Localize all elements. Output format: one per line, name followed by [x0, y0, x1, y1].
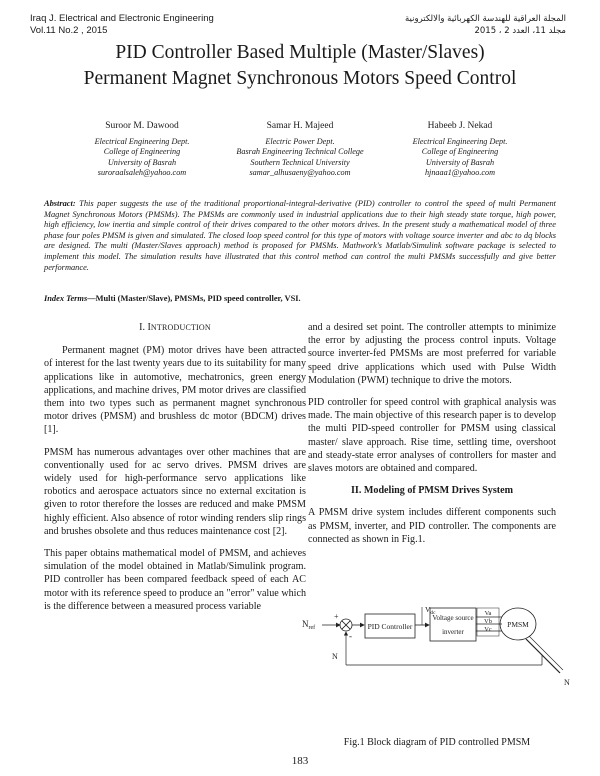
voltage-source-inverter-block [430, 608, 476, 641]
abstract-label: Abstract: [44, 199, 76, 208]
author-dept: Electrical Engineering Dept. [412, 136, 508, 146]
author-dept: Electric Power Dept. [265, 136, 335, 146]
author-name: Samar H. Majeed [266, 121, 334, 131]
paper-title [20, 40, 580, 92]
vb-label: Vb [484, 618, 492, 625]
abstract [44, 199, 556, 273]
author-college: College of Engineering [421, 147, 499, 157]
journal-name: Iraq J. Electrical and Electronic Engineering [30, 13, 214, 24]
author-email: suroraalsaleh@yahoo.com [97, 168, 187, 178]
feedback-speed-label: N [332, 652, 338, 661]
paragraph: PMSM has numerous advantages over other machines that are conventionally used for ac servo drives. PMSM drives are widely used for high-performance servo applications like robotics and aerospace actuators since no external excitation is given to rotor therefore the losses are reduced and make PMSM highly efficient. Also absence of rotor winding renders slip rings and brushes obsolete and thus reduces maintenance cost [2]. [44, 446, 306, 537]
page-number: 183 [291, 755, 309, 767]
paragraph: A PMSM drive system includes different components such as PMSM, inverter, and PID controller. The components are connected as shown in Fig.1. [308, 507, 556, 545]
author-name: Suroor M. Dawood [105, 121, 179, 131]
author-email: hjnaaa1@yahoo.com [424, 168, 496, 178]
vc-label: Vc [484, 626, 492, 633]
paragraph: PID controller for speed control with graphical analysis was made. The main objective of this research paper is to develop the multi PID-speed controller for PMSM using classical master/ slave approach. Rise time, settling time, overshoot and steady-state error analyses of controllers for master and slaves motors are obtained and compared. [308, 397, 556, 475]
author-college: Basrah Engineering Technical College [236, 147, 364, 157]
paragraph: Permanent magnet (PM) motor drives have been attracted of interest for the last twenty years due to its suitability for many applications like in automotive, mechatronics, green energy applications, and machine drives, PM motor drives are classified them into two types such as permanent magnet synchronous motor drives (PMSM) and brushless dc motor (BDCM) drives [1]. [44, 345, 306, 436]
section-heading-introduction [44, 321, 306, 334]
author-dept: Electrical Engineering Dept. [94, 136, 190, 146]
figure-caption: Fig.1 Block diagram of PID controlled PMSM [343, 737, 531, 748]
title-line-2: Permanent Magnet Synchronous Motors Speed Control [83, 68, 517, 89]
vdc-label: $V_{dc}$ [425, 605, 436, 616]
journal-volume-arabic: مجلد 11، العدد 2 ، 2015 [474, 26, 566, 36]
section-heading-modeling: II. Modeling of PMSM Drives System [350, 485, 514, 497]
author-block-3 [360, 121, 560, 179]
paragraph: This paper obtains mathematical model of PMSM, and achieves simulation of the model obtained in Matlab/Simulink program. PID controller has been compared feedback speed of each AC motor with its reference speed to produce an "error" value which is the difference between a measured process variable [44, 548, 306, 612]
journal-volume: Vol.11 No.2 , 2015 [30, 25, 108, 36]
author-college: College of Engineering [103, 147, 181, 157]
abstract-text: This paper suggests the use of the traditional proportional-integral-derivative (PID) controller to control the speed of multi Permanent Magnet Synchronous Motors (PMSMs). The PMSMs are commonly used in industrial applications due to their high steady state torque, high power, high efficiency, low inertia and simple control of their drives compared to the other motors drives. In the present study a mathematical model of three phase four poles PMSM is given and simulated. The closed loop speed control for this type of motors with voltage source inverter and abc to dq blocks are designed. The multi (Master/Slaves approach) method is proposed for PMSMs. Mathwork's Matlab/Simulink software package is selected to implement this model. The simulation results have illustrated that this control method can control the multi PMSMs successfully and give better performance. [44, 199, 557, 272]
vsi-label-line2: inverter [442, 628, 464, 636]
author-university: Southern Technical University [250, 157, 350, 167]
journal-name-arabic: المجلة العراقية للهندسة الكهربائية والالكترونية [405, 14, 566, 24]
section-numeral: I. [139, 322, 148, 333]
title-line-1: PID Controller Based Multiple (Master/Slaves) [115, 42, 485, 63]
right-column [308, 321, 556, 555]
pid-controller-label: PID Controller [367, 622, 413, 631]
minus-sign: - [349, 631, 352, 641]
author-name: Habeeb J. Nekad [427, 121, 493, 131]
section-title-rest: NTRODUCTION [150, 323, 211, 332]
index-terms-label: Index Terms [44, 294, 88, 303]
plus-sign: + [334, 612, 339, 621]
left-column [44, 321, 306, 622]
motor-shaft [526, 639, 560, 673]
va-label: Va [484, 610, 492, 617]
block-diagram-figure [302, 603, 572, 741]
pmsm-label: PMSM [507, 620, 529, 629]
index-terms [44, 294, 556, 305]
index-terms-text: —Multi (Master/Slave), PMSMs, PID speed controller, VSI. [87, 294, 301, 303]
summing-junction [340, 619, 352, 631]
author-university: University of Basrah [425, 157, 495, 167]
author-university: University of Basrah [107, 157, 177, 167]
speed-output-label: N [564, 678, 570, 687]
vsi-label-line1: Voltage source [432, 614, 474, 622]
journal-header-english [30, 13, 214, 37]
paragraph: and a desired set point. The controller attempts to minimize the error by adjusting the process control inputs. Voltage source inverter-fed PMSMs are most preferred for variable speed drive applications which used with Pulse Width Modulation (PWM) technique to drive the motors. [308, 322, 556, 386]
nref-label: $N_{ref}$ [302, 619, 316, 631]
author-email: samar_alhusaeny@yahoo.com [249, 168, 351, 178]
section-initial: I [147, 322, 151, 333]
journal-header-arabic [405, 13, 566, 37]
